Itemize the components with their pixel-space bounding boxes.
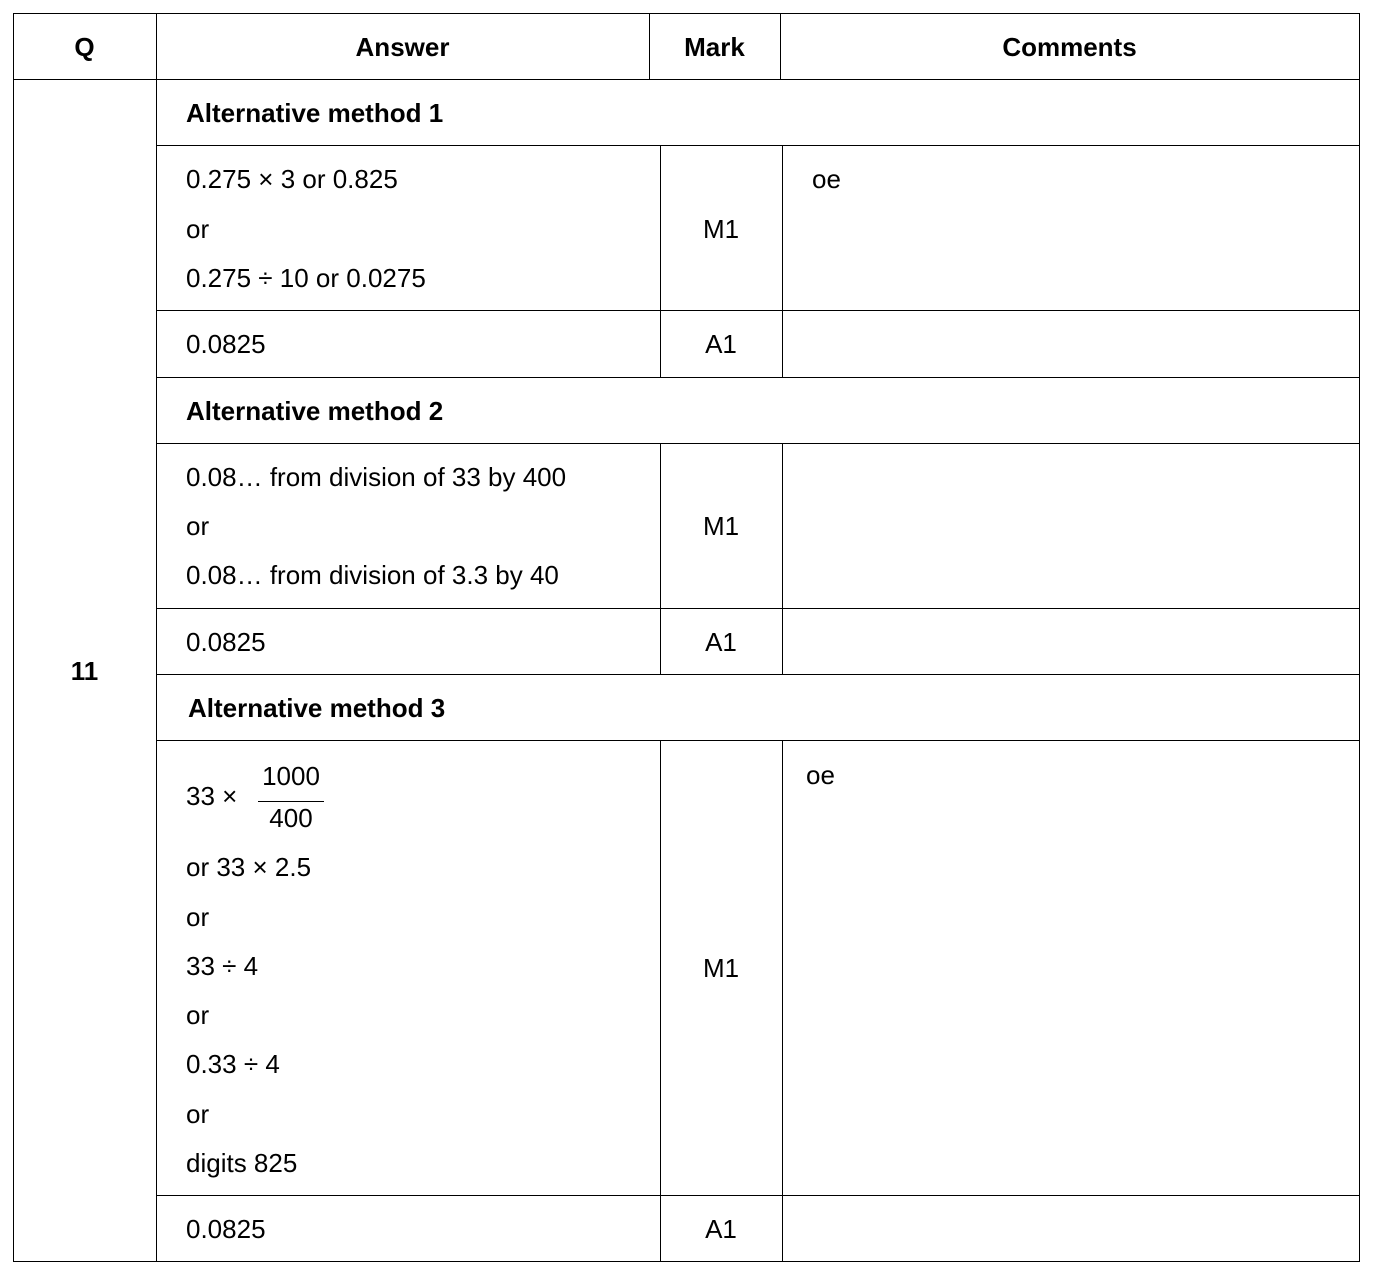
method-2-title: Alternative method 2 <box>186 396 444 426</box>
rule-m2-comments <box>782 443 783 675</box>
rule-q-col <box>156 13 157 1262</box>
method-1-m1-line-1: 0.275 × 3 or 0.825 <box>186 164 398 194</box>
method-1-a1-mark: A1 <box>705 329 737 359</box>
rule-bottom <box>13 1261 1360 1262</box>
method-2-m1-line-3: 0.08… from division of 3.3 by 40 <box>186 560 559 590</box>
rule-right <box>1359 13 1360 1262</box>
method-1-m1-mark: M1 <box>702 214 740 244</box>
method-1-title: Alternative method 1 <box>186 98 444 128</box>
rule-m3-comments <box>782 740 783 1262</box>
method-3-m1-line-5: 0.33 ÷ 4 <box>186 1049 280 1079</box>
method-3-title: Alternative method 3 <box>188 693 446 723</box>
method-3-m1-line-2: or <box>186 902 210 932</box>
rule-top <box>13 13 1360 14</box>
rule-m1-a1-bottom <box>156 377 1360 378</box>
method-3-a1-answer: 0.0825 <box>186 1214 266 1244</box>
rule-m2-title-bottom <box>156 443 1360 444</box>
rule-header-bottom <box>13 79 1360 80</box>
fraction-numerator: 1000 <box>262 761 320 791</box>
header-answer: Answer <box>355 32 450 62</box>
header-q: Q <box>74 32 95 62</box>
fraction-bar <box>258 801 324 802</box>
method-2-m1-line-2: or <box>186 511 210 541</box>
rule-m2-a1-bottom <box>156 674 1360 675</box>
rule-m3-mark <box>660 740 661 1262</box>
method-3-m1-line-7: digits 825 <box>186 1148 298 1178</box>
method-1-m1-line-2: or <box>186 214 210 244</box>
method-1-a1-answer: 0.0825 <box>186 329 266 359</box>
method-3-m1-line-4: or <box>186 1000 210 1030</box>
method-1-m1-comment: oe <box>812 164 841 194</box>
header-mark: Mark <box>684 32 745 62</box>
rule-m1-comments <box>782 145 783 378</box>
method-3-m1-comment: oe <box>806 760 835 790</box>
method-3-m1-line-3: 33 ÷ 4 <box>186 951 259 981</box>
rule-m1-m1-bottom <box>156 310 1360 311</box>
rule-m3-title-bottom <box>156 740 1360 741</box>
method-3-m1-line-1: or 33 × 2.5 <box>186 852 312 882</box>
header-comments: Comments <box>1002 32 1137 62</box>
rule-m1-title-bottom <box>156 145 1360 146</box>
rule-m3-m1-bottom <box>156 1195 1360 1196</box>
rule-m2-m1-bottom <box>156 608 1360 609</box>
method-2-a1-answer: 0.0825 <box>186 627 266 657</box>
method-2-a1-mark: A1 <box>705 627 737 657</box>
fraction-denominator: 400 <box>269 803 313 833</box>
method-3-fraction-prefix: 33 × <box>186 781 238 811</box>
rule-left <box>13 13 14 1262</box>
method-2-m1-line-1: 0.08… from division of 33 by 400 <box>186 462 567 492</box>
question-number: 11 <box>70 656 99 686</box>
method-3-m1-mark: M1 <box>702 953 740 983</box>
method-3-m1-line-6: or <box>186 1099 210 1129</box>
method-2-m1-mark: M1 <box>702 511 740 541</box>
method-1-m1-line-3: 0.275 ÷ 10 or 0.0275 <box>186 263 426 293</box>
method-3-a1-mark: A1 <box>705 1214 737 1244</box>
